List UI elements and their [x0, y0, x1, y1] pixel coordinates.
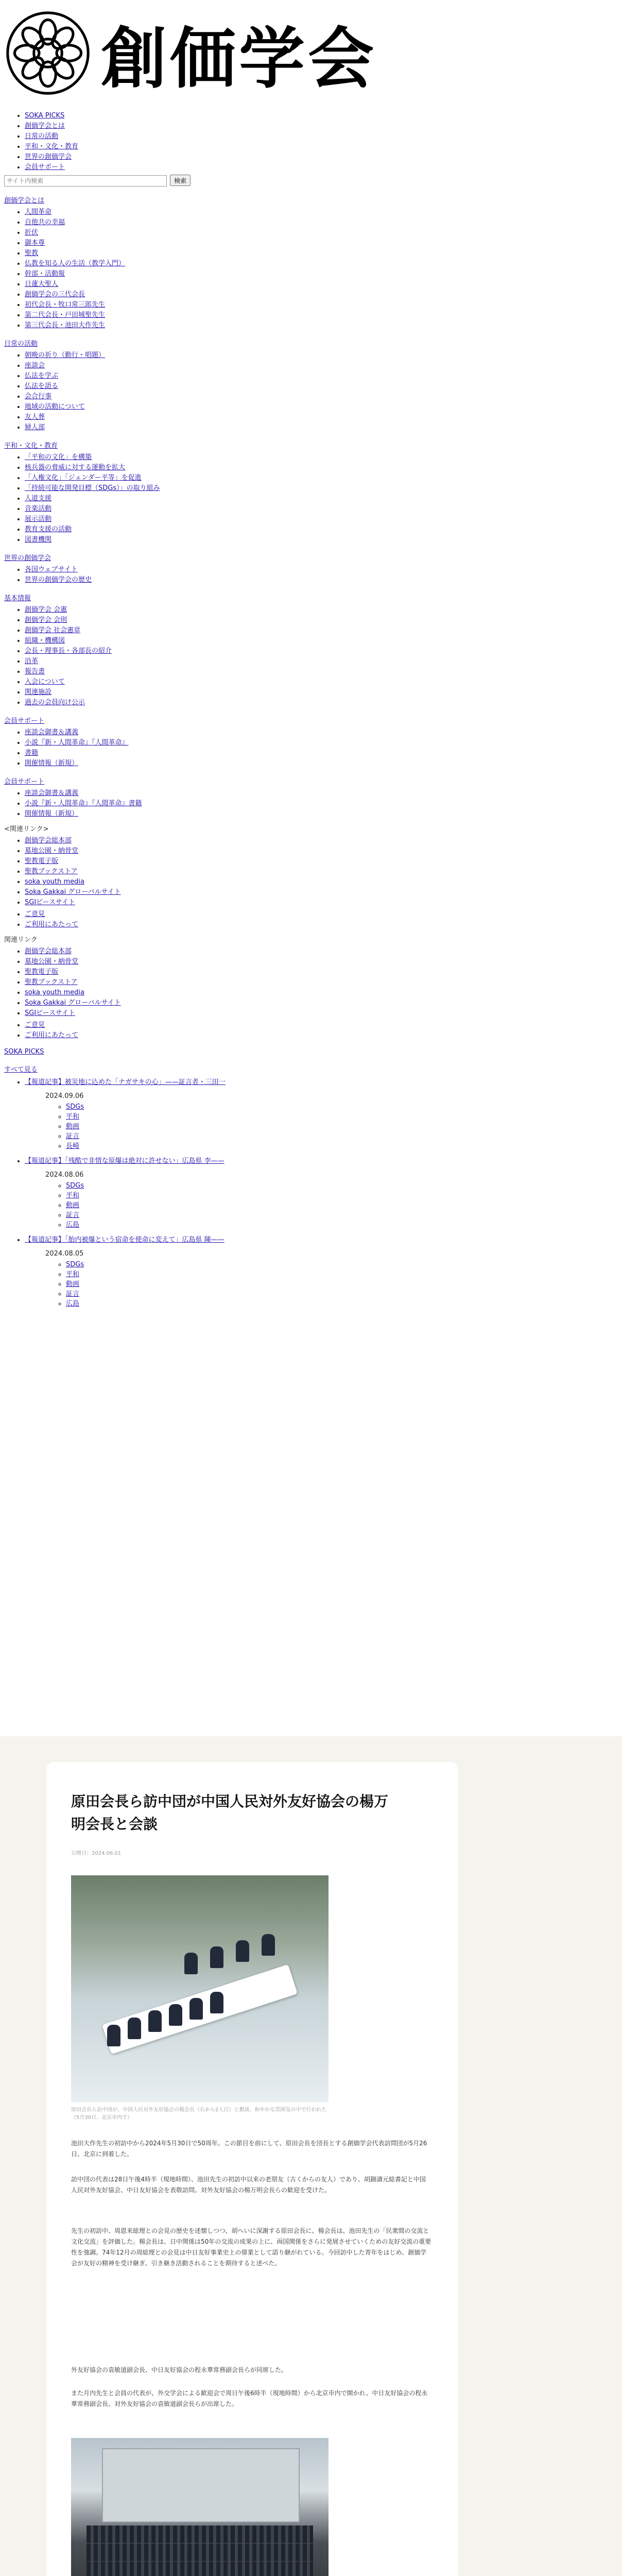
menu-item[interactable]: 「平和の文化」を構築	[25, 453, 92, 461]
section-list	[4, 351, 617, 432]
menu-item[interactable]: 朝晩の祈り（勤行・唱題）	[25, 351, 106, 359]
terms-link[interactable]: ご利用にあたって	[25, 1031, 79, 1039]
crowd-row	[87, 2544, 313, 2561]
photo-caption: 原田会長ら訪中団が、中国人民対外友好協会の楊会長（右から2人目）と懇談。和やかな雰囲気の中で行われた（5月30日、北京市内で）	[71, 2107, 327, 2121]
nav-support[interactable]: 会員サポート	[25, 163, 65, 171]
related-link[interactable]: Soka Gakkai グローバルサイト	[25, 999, 121, 1007]
picks-title[interactable]: SOKA PICKS	[4, 1048, 44, 1056]
section-list	[4, 789, 617, 818]
menu-item[interactable]: 会合行事	[25, 393, 52, 400]
related-links-list	[4, 947, 617, 1018]
menu-item[interactable]: 報告書	[25, 668, 45, 675]
feedback-link[interactable]: ご意見	[25, 1021, 45, 1029]
terms-link[interactable]: ご利用にあたって	[25, 921, 79, 928]
related-link[interactable]: 聖教電子版	[25, 857, 59, 865]
menu-item[interactable]: 沿革	[25, 657, 39, 665]
search-input[interactable]	[4, 175, 167, 187]
menu-item[interactable]: 入会について	[25, 678, 65, 686]
section-list	[4, 605, 617, 707]
menu-item[interactable]: 組織・機構図	[25, 637, 65, 645]
tag-link[interactable]: 動画	[66, 1280, 80, 1288]
menu-item[interactable]: 各国ウェブサイト	[25, 566, 78, 573]
group-photo	[71, 2438, 329, 2576]
menu-item[interactable]: 音楽活動	[25, 505, 52, 513]
related-link[interactable]: 創価学会総本部	[25, 947, 72, 955]
primary-nav	[4, 111, 617, 172]
news-title-link[interactable]: 【報道記事】「残酷で非情な原爆は絶対に許せない」広島県 李——	[25, 1157, 224, 1165]
news-date: 2024.08.05	[45, 1250, 84, 1258]
logo-wordmark: 創価学会	[101, 21, 377, 97]
article-paragraph: 外友好協会の袁敏道副会長、中日友好協会の程永華常務副会長らが同席した。	[71, 2366, 288, 2374]
nav-daily[interactable]: 日常の活動	[25, 132, 59, 140]
related-link[interactable]: 聖教ブックストア	[25, 868, 78, 875]
news-tags	[25, 1181, 617, 1229]
menu-item[interactable]: 小説『新・人間革命』『人間革命』	[25, 739, 129, 747]
menu-item[interactable]: 核兵器の脅威に対する運動を拡大	[25, 464, 126, 471]
person	[262, 1934, 275, 1956]
feedback-link[interactable]: ご意見	[25, 910, 45, 918]
person	[184, 1953, 198, 1974]
related-link[interactable]: soka youth media	[25, 878, 84, 886]
tag-link[interactable]: 動画	[66, 1123, 80, 1130]
nav-world[interactable]: 世界の創価学会	[25, 153, 72, 161]
tag-link[interactable]: 平和	[66, 1270, 80, 1278]
related-link[interactable]: 創価学会総本部	[25, 837, 72, 844]
section-title[interactable]: 世界の創価学会	[4, 554, 51, 562]
section-list	[4, 728, 617, 768]
menu-item[interactable]: 世界の創価学会の歴史	[25, 576, 92, 584]
related-link[interactable]: 墓地公園・納骨堂	[25, 958, 79, 965]
tag-link[interactable]: 平和	[66, 1113, 80, 1121]
tag-link[interactable]: 証言	[66, 1132, 80, 1140]
see-all-link[interactable]: すべて見る	[4, 1066, 38, 1074]
menu-item[interactable]: 関連施設	[25, 688, 52, 696]
related-links-title: <関連リンク>	[4, 825, 49, 833]
menu-item[interactable]: 小説『新・人間革命』『人間革命』書籍	[25, 800, 142, 807]
menu-item[interactable]: 婦人部	[25, 423, 45, 431]
building	[102, 2448, 300, 2522]
menu-item[interactable]: 仏教を知る人の生活（教学入門）	[25, 260, 126, 267]
menu-item[interactable]: 御本尊	[25, 239, 45, 247]
menu-item[interactable]: 幹部・活動報	[25, 270, 65, 278]
article-title: 原田会長ら訪中団が中国人民対外友好協会の楊万明会長と会談	[71, 1793, 389, 1833]
search-bar	[4, 175, 617, 187]
person	[169, 2004, 182, 2026]
menu-item[interactable]: 折伏	[25, 229, 39, 236]
menu-item[interactable]: 創価学会 会則	[25, 616, 67, 624]
menu-item[interactable]: 展示活動	[25, 515, 52, 523]
menu-item[interactable]: 「持続可能な開発目標（SDGs）」の取り組み	[25, 484, 160, 492]
section-title[interactable]: 平和・文化・教育	[4, 442, 58, 450]
section-title[interactable]: 創価学会とは	[4, 197, 45, 205]
tag-link[interactable]: 証言	[66, 1290, 80, 1298]
person	[210, 1992, 223, 2013]
news-item	[25, 1078, 617, 1150]
news-tags	[25, 1103, 617, 1150]
section-title[interactable]: 日常の活動	[4, 340, 38, 348]
page-navigation	[4, 108, 617, 1314]
related-link[interactable]: Soka Gakkai グローバルサイト	[25, 888, 121, 896]
menu-item[interactable]: 人間革命	[25, 208, 52, 216]
tag-link[interactable]: SDGs	[66, 1182, 84, 1190]
tag-link[interactable]: 動画	[66, 1201, 80, 1209]
menu-item[interactable]: 創価学会 会憲	[25, 606, 67, 614]
crowd-row	[87, 2526, 313, 2543]
news-tags	[25, 1260, 617, 1308]
person	[236, 1940, 249, 1962]
menu-item[interactable]: 書籍	[25, 749, 39, 757]
tag-link[interactable]: 証言	[66, 1211, 80, 1219]
meeting-photo	[71, 1875, 329, 2102]
menu-item[interactable]: 会長・理事長・各部長の紹介	[25, 647, 112, 655]
news-item	[25, 1235, 617, 1308]
person	[210, 1946, 223, 1968]
news-list	[4, 1078, 617, 1308]
crowd-row	[87, 2562, 313, 2576]
news-title-link[interactable]: 【報道記事】「胎内被爆という宿命を使命に変えて」広島県 陳——	[25, 1236, 224, 1244]
menu-item[interactable]: 座談会	[25, 362, 45, 369]
nav-soka-picks[interactable]: SOKA PICKS	[25, 112, 65, 120]
related-link[interactable]: SGIピースサイト	[25, 899, 75, 906]
soka-emblem-icon	[4, 9, 92, 97]
section-title[interactable]: 会員サポート	[4, 778, 45, 786]
tag-link[interactable]: SDGs	[66, 1261, 84, 1268]
section-title[interactable]: 基本情報	[4, 595, 31, 602]
menu-item[interactable]: 開催情報（新規）	[25, 759, 79, 767]
tag-link[interactable]: 平和	[66, 1192, 80, 1199]
person	[107, 2025, 120, 2046]
footer-links	[4, 1021, 617, 1040]
tag-link[interactable]: 広島	[66, 1221, 80, 1229]
article-date: 公開日：2024.06.01	[71, 1851, 122, 1856]
nav-about[interactable]: 創価学会とは	[25, 122, 65, 130]
article-paragraph: 先生の初訪中、周恩来総理との会見の歴史を述懐しつつ、胡へいに深謝する原田会長に、楊会長は、池田先生の「民衆間の交流と文化交流」を評価した。楊会長は、日中関係は50年の交流の成果の上に、両国関係をさらに発展させていくための友好交流の重要性を強調。74年12月の周総理との会見は中日友好事業史上の偉業として語り継がれている。今回訪中した青年をはじめ、創価学会が友好の精神を受け継ぎ、引き継き活動されることを期待すると述べた。	[71, 2227, 431, 2267]
menu-item[interactable]: 座談会御書＆講義	[25, 728, 79, 736]
search-button[interactable]: 検索	[170, 175, 191, 186]
menu-item[interactable]: 聖教	[25, 249, 39, 257]
tag-link[interactable]: 広島	[66, 1300, 80, 1308]
menu-item[interactable]: 友人葬	[25, 413, 45, 421]
section-list	[4, 565, 617, 584]
footer-links	[4, 910, 617, 929]
menu-item[interactable]: 教育支援の活動	[25, 526, 72, 533]
news-title-link[interactable]: 【報道記事】被災地に込めた「ナガサキの心」——証言者・三田一	[25, 1078, 226, 1086]
tag-link[interactable]: 長崎	[66, 1142, 80, 1150]
menu-item[interactable]: 自他共の幸福	[25, 218, 65, 226]
section-title[interactable]: 会員サポート	[4, 717, 45, 725]
menu-item[interactable]: 仏法を学ぶ	[25, 372, 59, 380]
person	[128, 2018, 141, 2039]
news-date: 2024.08.06	[45, 1171, 84, 1179]
menu-item[interactable]: 図書機関	[25, 536, 52, 544]
related-link[interactable]: soka youth media	[25, 989, 84, 996]
related-links-list	[4, 836, 617, 907]
menu-item[interactable]: 第二代会長・戸田城聖先生	[25, 311, 106, 319]
news-item	[25, 1157, 617, 1229]
menu-item[interactable]: 仏法を語る	[25, 382, 59, 390]
section-list	[4, 453, 617, 544]
tag-link[interactable]: SDGs	[66, 1103, 84, 1111]
article-paragraph: 訪中団の代表は28日午後4時半（現地時間）、池田先生の初訪中以来の老朋友（古くからの友人）であり、胡錦濤元総書記と中国人民対外友好協会、中日友好協会を表敬訪問。対外友好協会の楊万明会長らの歓迎を受けた。	[71, 2176, 426, 2194]
news-date: 2024.09.06	[45, 1092, 84, 1100]
menu-item[interactable]: 第三代会長・池田大作先生	[25, 321, 106, 329]
article-paragraph: 池田大作先生の初訪中から2024年5月30日で50周年。この節目を前にして、原田会長を団長とする創価学会代表訪問団が5月26日、北京に到着した。	[71, 2140, 427, 2158]
related-link[interactable]: 墓地公園・納骨堂	[25, 847, 79, 855]
menu-item[interactable]: 開催情報（新規）	[25, 810, 79, 818]
menu-item[interactable]: 座談会御書＆講義	[25, 789, 79, 797]
related-link[interactable]: SGIピースサイト	[25, 1009, 75, 1017]
related-link[interactable]: 聖教ブックストア	[25, 978, 78, 986]
menu-item[interactable]: 初代会長・牧口常三郎先生	[25, 301, 106, 309]
related-link[interactable]: 聖教電子版	[25, 968, 59, 976]
menu-item[interactable]: 創価学会 社会憲章	[25, 626, 81, 634]
person	[189, 1998, 203, 2020]
section-list	[4, 208, 617, 330]
person	[148, 2010, 162, 2032]
related-links-title: 関連リンク	[4, 936, 38, 944]
menu-item[interactable]: 地域の活動について	[25, 403, 85, 411]
menu-item[interactable]: 創価学会の三代会長	[25, 291, 85, 298]
site-logo[interactable]	[4, 4, 416, 102]
nav-peace[interactable]: 平和・文化・教育	[25, 143, 79, 150]
article-paragraph: また月内先生と会員の代表が、外交学会による歓迎会で周日午後6時半（現地時間）から北京市内で開かれ、中日友好協会の程永華常務副会長、対外友好協会の袁敏道副会長らが出席した。	[71, 2389, 428, 2408]
article-card	[46, 1762, 458, 2576]
menu-item[interactable]: 過去の会員向け公示	[25, 699, 85, 706]
menu-item[interactable]: 日蓮大聖人	[25, 280, 59, 288]
menu-item[interactable]: 「人権文化」「ジェンダー平等」を促進	[25, 474, 142, 482]
menu-item[interactable]: 人道支援	[25, 495, 52, 502]
